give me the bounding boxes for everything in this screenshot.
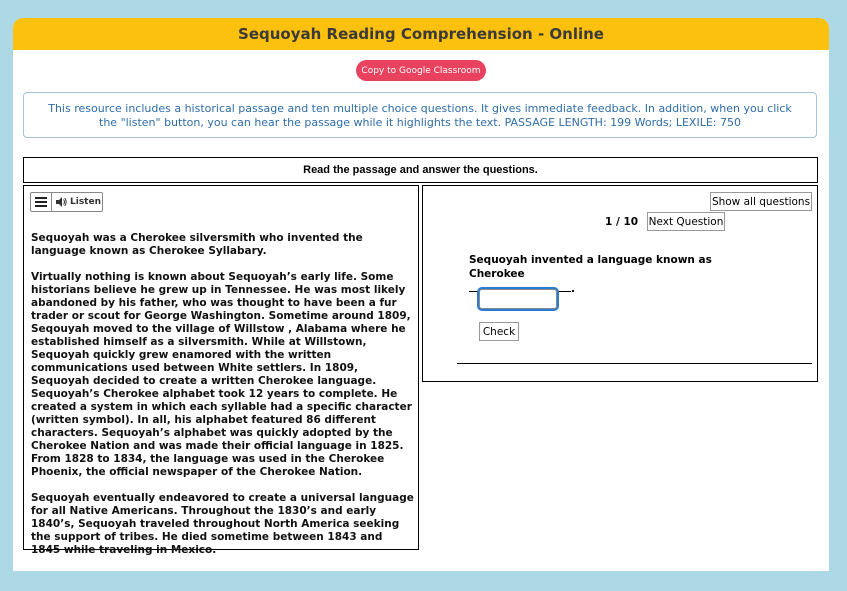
passage-panel	[23, 185, 419, 556]
page-title: Sequoyah Reading Comprehension - Online	[13, 18, 829, 50]
passage-text	[31, 232, 415, 570]
listen-button[interactable]	[52, 193, 102, 211]
next-question-button[interactable]: Next Question	[647, 212, 725, 231]
main-card	[13, 18, 829, 571]
show-all-questions-button[interactable]: Show all questions	[710, 192, 812, 211]
passage-paragraph: Sequoyah eventually endeavored to create a universal language for all Native Americans. Throughout the 1830’s and early 1840’s, Sequoyah traveled throughout North America seeking the support of tribes. He died sometime between 1843 and 1845 while traveling in Mexico.	[31, 492, 414, 556]
reader-toolbar	[30, 192, 103, 212]
instructions-banner: Read the passage and answer the questions.	[23, 157, 818, 183]
resource-description: This resource includes a historical passage and ten multiple choice questions. It gives immediate feedback. In addition, when you click the "listen" button, you can hear the passage while it highlights the text. PASSAGE LENGTH: 199 Words; LEXILE: 750	[23, 92, 817, 138]
question-panel	[422, 185, 818, 382]
passage-paragraph: Virtually nothing is known about Sequoyah’s early life. Some historians believe he grew up in Tennessee. He was most likely abandoned by his father, who was thought to have been a fur trader or scout for George Washington. Sometime around 1809, Seqouyah moved to the village of Willstow , Alabama where he established himself as a silversmith. While at Willstown, Sequoyah quickly grew enamored with the written communications used between White settlers. In 1809, Sequoyah decided to create a written Cherokee language. Sequoyah’s Cherokee alphabet took 12 years to complete. He created a system in which each syllable had a specific character (written symbol). In all, his alphabet featured 86 different characters. Sequoyah’s alphabet was quickly adopted by the Cherokee Nation and was made their official language in 1825. From 1828 to 1834, the language was used in the Cherokee Phoenix, the official newspaper of the Cherokee Nation.	[31, 271, 412, 478]
passage-paragraph: Sequoyah was a Cherokee silversmith who invented the language known as Cherokee Syllabary.	[31, 232, 363, 257]
listen-label: Listen	[70, 197, 101, 207]
question-counter: 1 / 10	[605, 216, 639, 228]
divider	[457, 363, 812, 364]
menu-icon[interactable]	[31, 193, 52, 211]
speaker-icon	[56, 197, 67, 207]
copy-to-google-classroom-button[interactable]: Copy to Google Classroom	[356, 60, 486, 81]
question-prompt: Sequoyah invented a language known as Cherokee	[469, 254, 712, 280]
question-end: .	[571, 283, 575, 295]
check-button[interactable]: Check	[479, 322, 519, 341]
answer-input[interactable]	[479, 289, 557, 309]
